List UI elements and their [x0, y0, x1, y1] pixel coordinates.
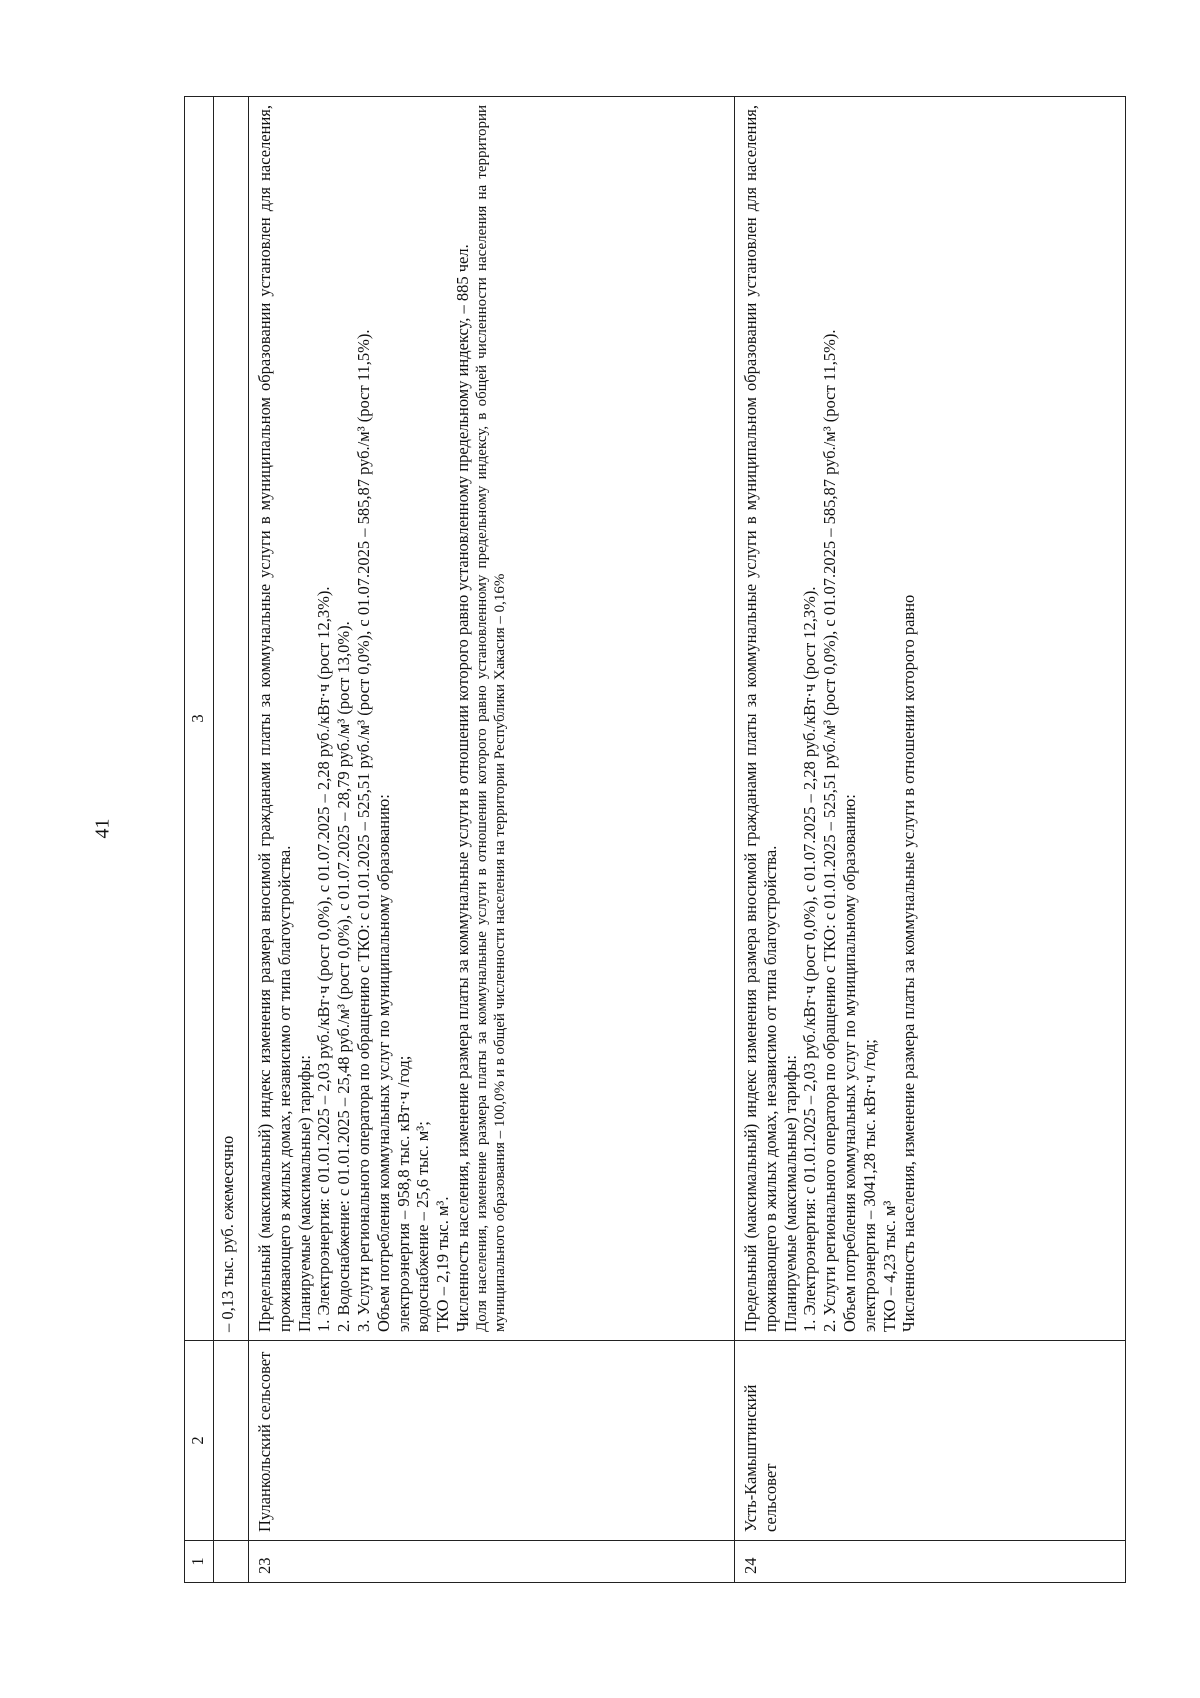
description-line: ТКО – 4,23 тыс. м³ — [879, 1200, 899, 1332]
rotated-page-content — [184, 96, 1126, 1583]
description-line: 2. Водоснабжение: с 01.01.2025 – 25,48 руб./м³ (рост 0,0%), с 01.07.2025 – 28,79 руб./м³ (рост 13,0%). — [334, 621, 354, 1332]
description-line: электроэнергия – 958,8 тыс. кВт·ч /год; — [393, 1055, 413, 1332]
description-line: Доля населения, изменение размера платы за коммунальные услуги в отношении которого равно установленному предельному индексу, в общей численности населения на территории муниципального образования – 100,0% и в общей численности населения на территории Республики Хакасия – 0,16% — [473, 105, 508, 1332]
description-line: 3. Услуги регионального оператора по обращению с ТКО: с 01.01.2025 – 525,51 руб./м³ (рост 0,0%), с 01.07.2025 – 585,87 руб./м³ (рост 11,5%). — [353, 329, 373, 1332]
description-line: Численность населения, изменение размера платы за коммунальные услуги в отношении которого равно установленному предельному индексу, – 885 чел. — [452, 244, 472, 1332]
header-col-3: 3 — [185, 97, 214, 1341]
table-row — [249, 97, 735, 1583]
header-row — [185, 97, 214, 1583]
description-line: Предельный (максимальный) индекс изменения размера вносимой гражданами платы за коммунальные услуги в муниципальном образовании установлен для населения, проживающего в жилых домах, независимо от типа благоустройства. — [741, 105, 780, 1332]
municipality-name: Пуланкольский сельсовет — [249, 1341, 735, 1541]
table-container — [184, 96, 1126, 1583]
description-line: ТКО – 2,19 тыс. м³. — [433, 1196, 453, 1332]
continuation-row — [214, 97, 249, 1583]
description-line: 2. Услуги регионального оператора по обращению с ТКО: с 01.01.2025 – 525,51 руб./м³ (рост 0,0%), с 01.07.2025 – 585,87 руб./м³ (рост 11,5%). — [820, 329, 840, 1332]
description-line: 1. Электроэнергия: с 01.01.2025 – 2,03 руб./кВт·ч (рост 0,0%), с 01.07.2025 – 2,28 руб./кВт·ч (рост 12,3%). — [314, 586, 334, 1332]
continuation-text: – 0,13 тыс. руб. ежемесячно — [214, 97, 249, 1341]
description-line: Предельный (максимальный) индекс изменения размера вносимой гражданами платы за коммунальные услуги в муниципальном образовании установлен для населения, проживающего в жилых домах, независимо от типа благоустройства. — [255, 105, 294, 1332]
page-number: 41 — [91, 818, 114, 839]
description-line: Объем потребления коммунальных услуг по муниципальному образованию: — [373, 794, 393, 1332]
row-number: 23 — [249, 1541, 735, 1583]
description-line: Объем потребления коммунальных услуг по муниципальному образованию: — [839, 794, 859, 1332]
continuation-empty-2 — [214, 1341, 249, 1541]
header-col-1: 1 — [185, 1541, 214, 1583]
row-description — [249, 97, 735, 1341]
table-row — [735, 97, 1126, 1583]
tariff-table — [184, 96, 1126, 1583]
description-line: Планируемые (максимальные) тарифы: — [780, 1055, 800, 1332]
description-line: Численность населения, изменение размера платы за коммунальные услуги в отношении которого равно — [899, 594, 919, 1332]
description-line: водоснабжение – 25,6 тыс. м³; — [413, 1121, 433, 1332]
description-line: Планируемые (максимальные) тарифы: — [294, 1055, 314, 1332]
continuation-empty-1 — [214, 1541, 249, 1583]
municipality-name: Усть-Камыштинский сельсовет — [735, 1341, 1126, 1541]
header-col-2: 2 — [185, 1341, 214, 1541]
description-line: 1. Электроэнергия: с 01.01.2025 – 2,03 руб./кВт·ч (рост 0,0%), с 01.07.2025 – 2,28 руб./кВт·ч (рост 12,3%). — [800, 586, 820, 1332]
description-line: электроэнергия – 3041,28 тыс. кВт·ч /год; — [859, 1039, 879, 1332]
row-number: 24 — [735, 1541, 1126, 1583]
row-description — [735, 97, 1126, 1341]
